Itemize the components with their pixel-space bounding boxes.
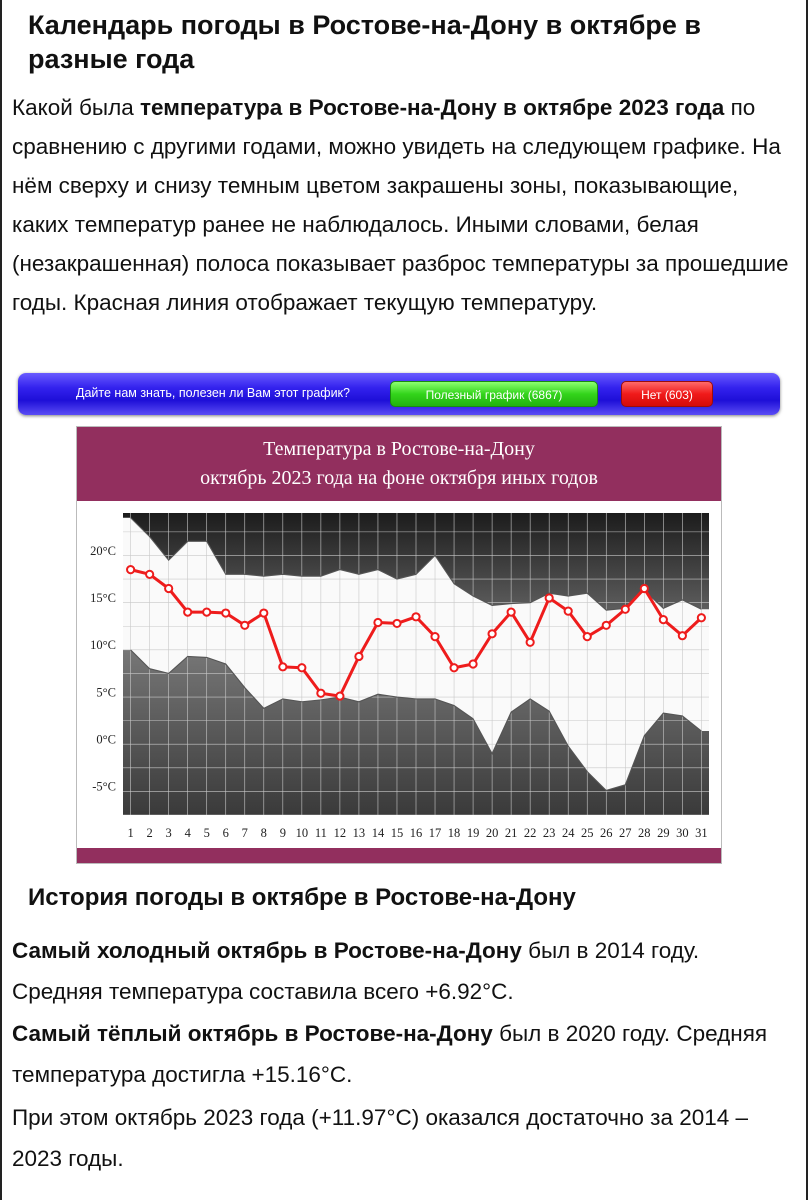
data-point: [584, 633, 591, 640]
x-tick-label: 14: [371, 826, 385, 840]
feedback-bar: [18, 373, 780, 415]
x-tick-label: 3: [165, 826, 172, 840]
x-tick-label: 21: [504, 826, 518, 840]
data-point: [527, 639, 534, 646]
feedback-question: Дайте нам знать, полезен ли Вам этот график?: [76, 386, 350, 400]
data-point: [641, 585, 648, 592]
data-point: [260, 609, 267, 616]
chart-footer: [77, 848, 721, 863]
data-point: [489, 630, 496, 637]
warmest-october: [12, 1013, 792, 1095]
useful-chart-count: (6867): [527, 388, 563, 402]
not-useful-button[interactable]: [621, 381, 713, 407]
intro-text-2: по сравнению с другими годами, можно увидеть на следующем графике. На нём сверху и снизу темным цветом закрашены зоны, показывающие, каких температур ранее не наблюдалось. Иными словами, белая (незакрашенная) полоса показывает разброс температуры за прошедшие годы. Красная линия отображает текущую температуру.: [12, 95, 789, 315]
chart-title-line2: октябрь 2023 года на фоне октября иных годов: [200, 467, 598, 489]
x-tick-label: 28: [638, 826, 651, 840]
chart-plot: [77, 501, 721, 849]
data-point: [469, 660, 476, 667]
coldest-october: [12, 930, 792, 1012]
x-tick-label: 31: [695, 826, 708, 840]
not-useful-count: (603): [664, 388, 693, 402]
intro-paragraph: [12, 88, 792, 322]
data-point: [374, 619, 381, 626]
intro-bold: температура в Ростове-на-Дону в октябре 2023 года: [140, 95, 725, 120]
data-point: [222, 609, 229, 616]
x-tick-label: 1: [127, 826, 134, 840]
y-tick-label: 15°C: [90, 590, 116, 605]
x-tick-label: 11: [314, 826, 327, 840]
x-tick-label: 18: [447, 826, 461, 840]
x-tick-label: 23: [542, 826, 556, 840]
warmest-bold: Самый тёплый октябрь в Ростове-на-Дону: [12, 1021, 493, 1046]
x-tick-label: 15: [390, 826, 404, 840]
x-tick-label: 30: [676, 826, 689, 840]
data-point: [298, 664, 305, 671]
data-point: [698, 614, 705, 621]
data-point: [565, 608, 572, 615]
x-tick-label: 27: [619, 826, 632, 840]
data-point: [679, 632, 686, 639]
data-point: [393, 620, 400, 627]
data-point: [165, 585, 172, 592]
x-tick-label: 8: [260, 826, 267, 840]
temperature-chart: [76, 426, 722, 864]
data-point: [279, 663, 286, 670]
y-tick-label: 5°C: [96, 685, 116, 700]
x-tick-label: 19: [466, 826, 480, 840]
data-point: [317, 690, 324, 697]
data-point: [412, 613, 419, 620]
intro-text-1: Какой была: [12, 95, 141, 120]
x-tick-label: 17: [428, 826, 442, 840]
data-point: [127, 566, 134, 573]
y-tick-label: 10°C: [90, 638, 116, 653]
y-tick-label: 20°C: [90, 543, 116, 558]
x-tick-label: 7: [241, 826, 248, 840]
data-point: [203, 608, 210, 615]
x-tick-label: 24: [561, 826, 575, 840]
x-tick-label: 16: [409, 826, 423, 840]
x-tick-label: 20: [485, 826, 499, 840]
data-point: [622, 606, 629, 613]
history-title: История погоды в октябре в Ростове-на-Дону: [28, 884, 576, 911]
data-point: [241, 622, 248, 629]
x-tick-label: 12: [333, 826, 347, 840]
warmest-text: был в 2020 году. Средняя температура достигла +15.16°C.: [12, 1021, 768, 1087]
data-point: [660, 616, 667, 623]
not-useful-label: Нет: [641, 388, 662, 402]
data-point: [336, 692, 343, 699]
useful-chart-label: Полезный график: [425, 388, 525, 402]
data-point: [546, 594, 553, 601]
data-point: [603, 622, 610, 629]
y-tick-label: -5°C: [92, 779, 116, 794]
chart-header: [77, 427, 721, 501]
data-point: [355, 653, 362, 660]
x-tick-label: 22: [523, 826, 537, 840]
x-tick-label: 9: [279, 826, 286, 840]
x-tick-label: 6: [222, 826, 229, 840]
x-tick-label: 4: [184, 826, 191, 840]
coldest-text: был в 2014 году. Средняя температура составила всего +6.92°C.: [12, 938, 700, 1004]
coldest-bold: Самый холодный октябрь в Ростове-на-Дону: [12, 938, 522, 963]
useful-chart-button[interactable]: [390, 381, 598, 407]
chart-title-line1: Температура в Ростове-на-Дону: [263, 438, 535, 460]
x-tick-label: 2: [146, 826, 153, 840]
y-tick-label: 0°C: [96, 732, 116, 747]
x-tick-label: 10: [295, 826, 309, 840]
x-tick-label: 29: [657, 826, 670, 840]
x-tick-label: 25: [580, 826, 594, 840]
page-frame-left: [0, 0, 2, 1200]
data-point: [184, 608, 191, 615]
page-title: Календарь погоды в Ростове-на-Дону в октябре в разные года: [28, 10, 701, 74]
x-tick-label: 26: [600, 826, 613, 840]
data-point: [508, 608, 515, 615]
data-point: [450, 664, 457, 671]
data-point: [146, 571, 153, 578]
x-tick-label: 5: [203, 826, 210, 840]
summary-text: При этом октябрь 2023 года (+11.97°C) оказался достаточно за 2014 – 2023 годы.: [12, 1105, 749, 1171]
data-point: [431, 633, 438, 640]
x-tick-label: 13: [352, 826, 366, 840]
